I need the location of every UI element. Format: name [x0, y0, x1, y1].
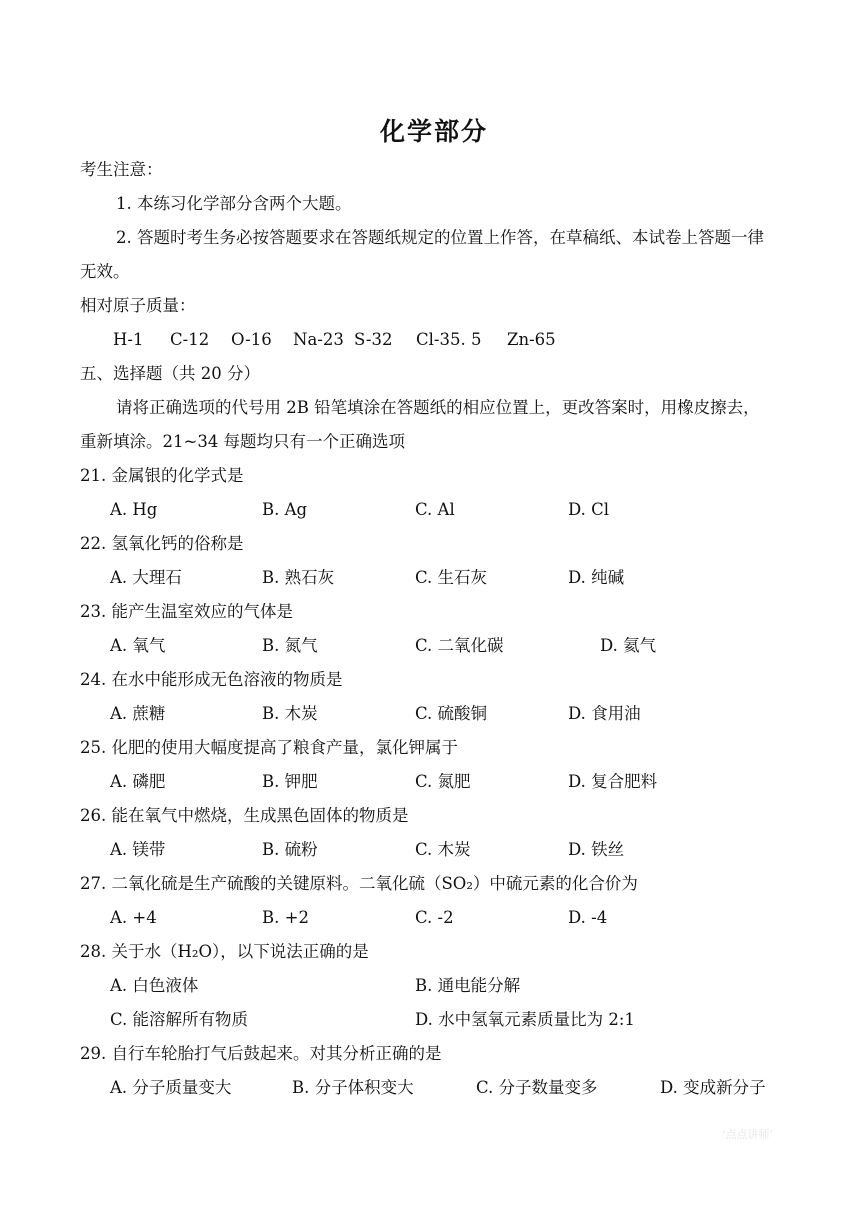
option-a: A. Hg [110, 500, 158, 519]
option-d: D. 铁丝 [568, 840, 625, 859]
option-d: D. 水中氢氧元素质量比为 2:1 [415, 1010, 635, 1029]
question-stem: 24. 在水中能形成无色溶液的物质是 [80, 670, 343, 689]
option-c: C. 分子数量变多 [476, 1078, 598, 1097]
notice-item-2: 2. 答题时考生务必按答题要求在答题纸规定的位置上作答，在草稿纸、本试卷上答题一律 [116, 228, 764, 247]
option-c: C. Al [415, 500, 455, 519]
atomic-mass-value: Na-23 [293, 330, 344, 349]
question-stem: 26. 能在氧气中燃烧，生成黑色固体的物质是 [80, 806, 409, 825]
atomic-mass-value: S-32 [354, 330, 393, 349]
question-stem: 25. 化肥的使用大幅度提高了粮食产量，氯化钾属于 [80, 738, 458, 757]
option-b: B. 氮气 [262, 636, 318, 655]
option-a: A. +4 [110, 908, 157, 927]
question-stem: 27. 二氧化硫是生产硫酸的关键原料。二氧化硫（SO₂）中硫元素的化合价为 [80, 874, 638, 893]
option-d: D. -4 [568, 908, 608, 927]
option-b: B. 分子体积变大 [292, 1078, 414, 1097]
section-instruction-cont: 重新填涂。21~34 每题均只有一个正确选项 [80, 432, 406, 451]
section-instruction: 请将正确选项的代号用 2B 铅笔填涂在答题纸的相应位置上，更改答案时，用橡皮擦去， [116, 398, 760, 417]
option-b: B. 通电能分解 [415, 976, 521, 995]
option-a: A. 氧气 [110, 636, 166, 655]
option-c: C. 能溶解所有物质 [110, 1010, 249, 1029]
option-a: A. 大理石 [110, 568, 182, 587]
atomic-mass-value: H-1 [113, 330, 144, 349]
atomic-mass-value: Cl-35. 5 [416, 330, 482, 349]
option-c: C. -2 [415, 908, 454, 927]
option-d: D. 变成新分子 [660, 1078, 766, 1097]
question-stem: 21. 金属银的化学式是 [80, 466, 244, 485]
option-c: C. 木炭 [415, 840, 471, 859]
option-b: B. +2 [262, 908, 309, 927]
option-c: C. 生石灰 [415, 568, 488, 587]
option-c: C. 二氧化碳 [415, 636, 504, 655]
atomic-mass-heading: 相对原子质量： [80, 296, 196, 315]
option-d: D. Cl [568, 500, 610, 519]
option-d: D. 氦气 [600, 636, 657, 655]
notice-heading: 考生注意： [80, 160, 163, 179]
option-a: A. 分子质量变大 [110, 1078, 232, 1097]
question-stem: 22. 氢氧化钙的俗称是 [80, 534, 244, 553]
question-stem: 29. 自行车轮胎打气后鼓起来。对其分析正确的是 [80, 1044, 442, 1063]
option-c: C. 硫酸铜 [415, 704, 488, 723]
atomic-mass-value: C-12 [170, 330, 210, 349]
option-b: B. Ag [262, 500, 308, 519]
option-d: D. 纯碱 [568, 568, 625, 587]
notice-item-2-cont: 无效。 [80, 262, 130, 281]
option-b: B. 硫粉 [262, 840, 318, 859]
section-heading: 五、选择题（共 20 分） [80, 364, 260, 383]
option-a: A. 磷肥 [110, 772, 166, 791]
question-stem: 23. 能产生温室效应的气体是 [80, 602, 293, 621]
watermark: ʻ点点讲师ʼ [722, 1128, 773, 1141]
page-title: 化学部分 [379, 117, 488, 146]
option-c: C. 氮肥 [415, 772, 471, 791]
option-b: B. 钾肥 [262, 772, 318, 791]
option-a: A. 蔗糖 [110, 704, 166, 723]
atomic-mass-value: Zn-65 [507, 330, 556, 349]
option-a: A. 镁带 [110, 840, 166, 859]
option-b: B. 木炭 [262, 704, 318, 723]
option-b: B. 熟石灰 [262, 568, 335, 587]
question-stem: 28. 关于水（H₂O），以下说法正确的是 [80, 942, 369, 961]
atomic-mass-value: O-16 [231, 330, 272, 349]
option-d: D. 食用油 [568, 704, 641, 723]
option-a: A. 白色液体 [110, 976, 199, 995]
notice-item-1: 1. 本练习化学部分含两个大题。 [116, 194, 352, 213]
option-d: D. 复合肥料 [568, 772, 658, 791]
